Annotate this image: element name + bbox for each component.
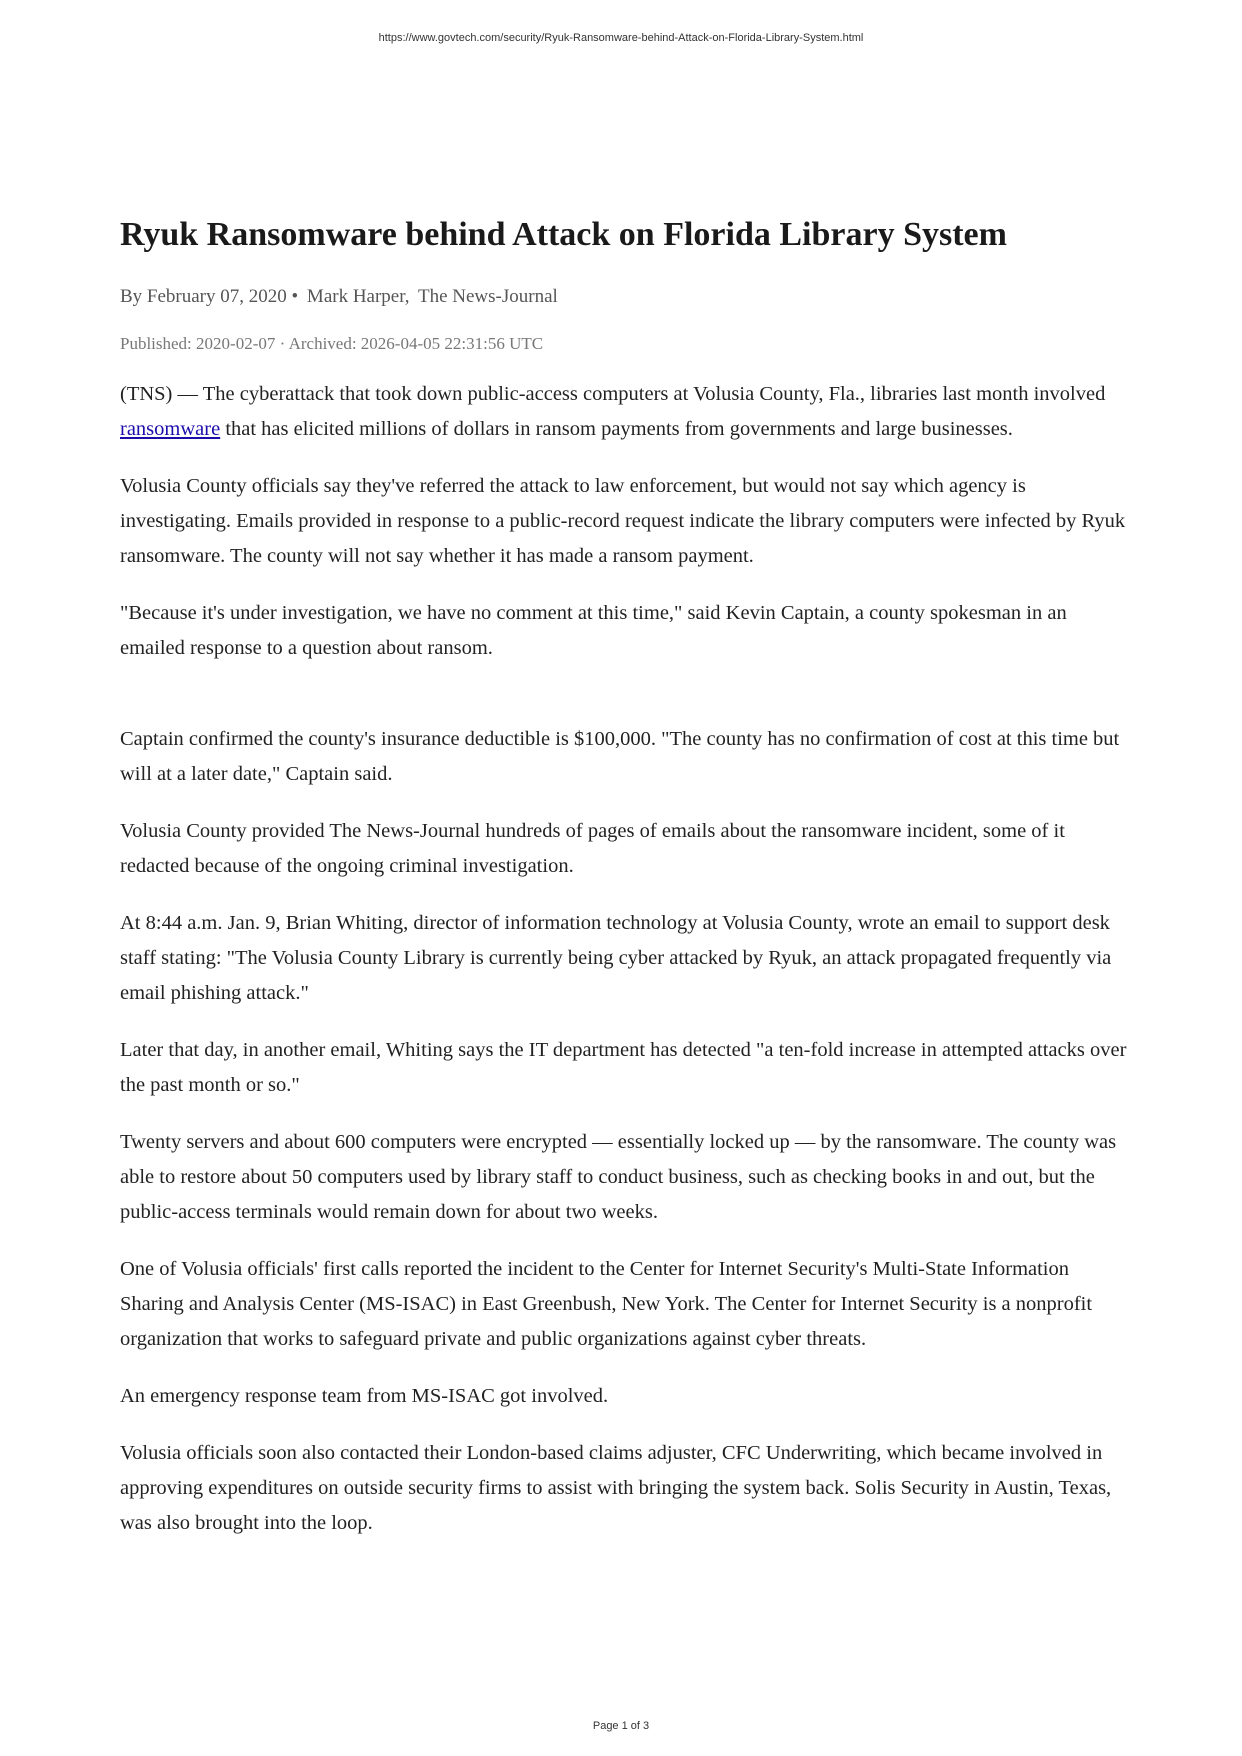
paragraph: Volusia County officials say they've referred the attack to law enforcement, but would not say which agency is investigating. Emails provided in response to a public-record request indicate the library computers were infected by Ryuk ransomware. The county will not say whether it has made a ransom payment. <box>120 475 1126 567</box>
paragraph: One of Volusia officials' first calls reported the incident to the Center for Internet Security's Multi-State Information Sharing and Analysis Center (MS-ISAC) in East Greenbush, New York. The Center for Internet Security is a nonprofit organization that works to safeguard private and public organizations against cyber threats. <box>120 1258 1093 1350</box>
page-number: Page 1 of 3 <box>592 1720 650 1732</box>
paragraph <box>120 377 1130 447</box>
paragraph: Volusia officials soon also contacted their London-based claims adjuster, CFC Underwriting, which became involved in approving expenditures on outside security firms to assist with bringing the system back. Solis Security in Austin, Texas, was also brought into the loop. <box>120 1442 1112 1534</box>
paragraph: Volusia County provided The News-Journal hundreds of pages of emails about the ransomware incident, some of it redacted because of the ongoing criminal investigation. <box>120 820 1065 877</box>
byline-author: Mark Harper, <box>306 286 410 307</box>
byline <box>120 283 1130 311</box>
paragraph: Later that day, in another email, Whiting says the IT department has detected "a ten-fold increase in attempted attacks over the past month or so." <box>120 1039 1127 1096</box>
source-url: https://www.govtech.com/security/Ryuk-Ransomware-behind-Attack-on-Florida-Library-System.html <box>378 32 864 44</box>
byline-source: The News-Journal <box>417 286 558 307</box>
byline-date: By February 07, 2020 • <box>120 286 299 307</box>
article <box>120 213 1130 1563</box>
publish-meta: Published: 2020-02-07 · Archived: 2026-04-05 22:31:56 UTC <box>120 334 544 353</box>
paragraph: Twenty servers and about 600 computers were encrypted — essentially locked up — by the ransomware. The county was able to restore about 50 computers used by library staff to conduct business, such as checking books in and out, but the public-access terminals would remain down for about two weeks. <box>120 1131 1117 1223</box>
paragraph: An emergency response team from MS-ISAC got involved. <box>120 1385 609 1407</box>
paragraph: At 8:44 a.m. Jan. 9, Brian Whiting, director of information technology at Volusia County, wrote an email to support desk staff stating: "The Volusia County Library is currently being cyber attacked by Ryuk, an attack propagated frequently via email phishing attack." <box>120 912 1112 1004</box>
paragraph: "Because it's under investigation, we have no comment at this time," said Kevin Captain, a county spokesman in an emailed response to a question about ransom. <box>120 602 1067 659</box>
paragraph: Captain confirmed the county's insurance deductible is $100,000. "The county has no confirmation of cost at this time but will at a later date," Captain said. <box>120 728 1120 785</box>
paragraph-text: that has elicited millions of dollars in ransom payments from governments and large businesses. <box>220 418 1013 440</box>
paragraph-text: (TNS) — The cyberattack that took down public-access computers at Volusia County, Fla., libraries last month involved <box>120 383 1106 405</box>
article-title: Ryuk Ransomware behind Attack on Florida Library System <box>120 216 1007 253</box>
ransomware-link[interactable]: ransomware <box>120 418 221 440</box>
